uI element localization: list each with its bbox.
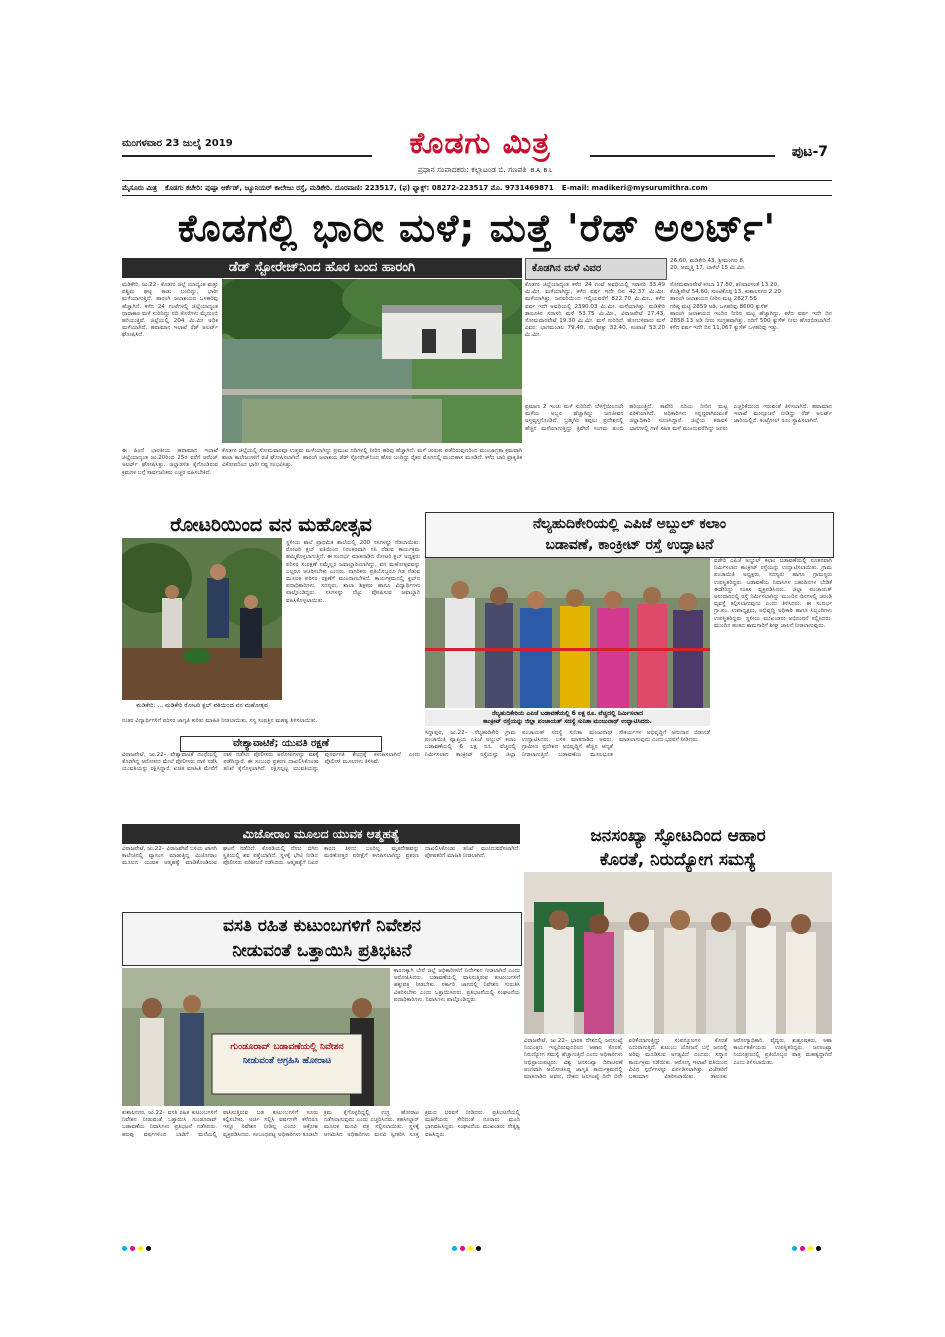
veshya-heading: ವೇಶ್ಯಾವಾಟಿಕೆ; ಯುವತಿ ರಕ್ಷಣೆ [232, 738, 330, 749]
rain-stat-line: ಕೊಡ್ಲಿಪೇಟೆ 54.60, ಸುಂಟಿಕೊಪ್ಪ 13, ಕುಶಾಲನಗರ 2.20 [670, 289, 782, 296]
harangi-column-3: ಕೊಡಗು ಜಿಲ್ಲೆಯಲ್ಲಿ ಸೋಮವಾರವೂ ಉತ್ತಮ ಮಳೆಯಾಗಿದ್ದು ಪ್ರಮುಖ ನದಿಗಳಲ್ಲಿ ನೀರಿನ ಹರಿವು ಹೆಚ್ಚಾಗಿದೆ. ಮಳೆ ಚುರುಕು ಪಡೆದಿರುವುದರಿಂದ ಮುಂಜಾಗ್ರತಾ ಕ್ರಮವಾಗಿ ಶಾಲಾ ಕಾಲೇಜುಗಳಿಗೆ ರಜೆ ಘೋಷಿಸಲಾಗಿದೆ. ಹಾರಂಗಿ ಜಲಾಶಯ ಡೆಡ್ ಸ್ಟೋರೇಜ್‌ನಿಂದ ಹೊರ ಬಂದಿದ್ದು ರೈತರ ಮೊಗದಲ್ಲಿ ಮಂದಹಾಸ ಮೂಡಿದೆ. ಕಳೆದ ಬಾರಿ ಪ್ರಾಕೃತಿಕ ವಿಕೋಪದಿಂದ ಭಾರೀ ನಷ್ಟ ಸಂಭವಿಸಿತ್ತು. [222, 448, 522, 469]
dot-magenta [800, 1246, 805, 1251]
rain-column-3: ಪ್ರಮಾಣ 2 ಇಂಚು ಮಳೆ ಸುರಿದಿದೆ. ಬೆಳಿಗ್ಗೆಯಿಂದಲೇ ಮಳೆಯ ಅಬ್ಬರ ಹೆಚ್ಚಾಗಿದ್ದು ಜನಜೀವನ ಅಸ್ತವ್ಯಸ್ತಗೊಂಡಿದೆ. ಬ್ರಹ್ಮಗಿರಿ ತಪ್ಪಲು ಪ್ರದೇಶದಲ್ಲಿ ಹೆಚ್ಚಿನ ಮಳೆಯಾಗುತ್ತಿದ್ದು ತ್ರಿವೇಣಿ ಸಂಗಮ ತುಂಬಿ ಹರಿಯುತ್ತಿದೆ. ಕಾವೇರಿ ನದಿಯ ನೀರಿನ ಮಟ್ಟ ಏರಿಕೆಯಾಗಿದೆ. ಅಧಿಕಾರಿಗಳು ಸನ್ನದ್ಧರಾಗಿರುವಂತೆ ಜಿಲ್ಲಾಧಿಕಾರಿ ಸೂಚಿಸಿದ್ದಾರೆ. ಜಿಲ್ಲೆಯ ಕರಾವಳಿ ಭಾಗಗಳಲ್ಲಿ ಗಾಳಿ ಸಹಿತ ಮಳೆ ಮುಂದುವರೆದಿದ್ದು ಜನರು ಎಚ್ಚರಿಕೆಯಿಂದ ಇರುವಂತೆ ತಿಳಿಸಲಾಗಿದೆ. ಹವಾಮಾನ ಇಲಾಖೆ ಮುನ್ಸೂಚನೆ ನೀಡಿದ್ದು ರೆಡ್ ಅಲರ್ಟ್ ಜಾರಿಯಲ್ಲಿದೆ. ಕಂಟ್ರೋಲ್ ರೂಂ ಸ್ಥಾಪಿಸಲಾಗಿದೆ. [525, 404, 832, 432]
vana-caption: ಮಡಿಕೇರಿ: ... ಮಡಿಕೇರಿ ರೋಟರಿ ಕ್ಲಬ್ ವತಿಯಿಂದ ವನ ಮಹೋತ್ಸವ [136, 702, 268, 709]
housing-banner-line-2: ನೀಡುವಂತೆ ಆಗ್ರಹಿಸಿ ಹೋರಾಟ [242, 1056, 332, 1066]
population-photo [524, 872, 832, 1034]
veshya-heading-box [180, 736, 382, 752]
masthead-title: ಕೊಡಗು ಮಿತ್ರ [409, 126, 551, 161]
vana-body-2: ನಂತರ ವಿದ್ಯಾರ್ಥಿಗಳಿಗೆ ಪರಿಸರ ಜಾಗೃತಿ ಕುರಿತು ಮಾಹಿತಿ ನೀಡಲಾಯಿತು. ಸಸ್ಯ ಸಂಪತ್ತಿನ ಮಹತ್ವ ತಿಳಿಸಲಾಯಿತು. [122, 718, 318, 724]
registration-marks-right [792, 1236, 824, 1255]
dot-yellow [808, 1246, 813, 1251]
dot-magenta [460, 1246, 465, 1251]
kalam-heading-line-2: ಬಡಾವಣೆ, ಕಾಂಕ್ರೀಟ್ ರಸ್ತೆ ಉದ್ಘಾಟನೆ [545, 537, 714, 553]
masthead-rule-right [590, 155, 775, 157]
rain-stat-line: ಗರಿಷ್ಠ ಮಟ್ಟ 2859 ಅಡಿ, ಒಳಹರಿವು 8600 ಕ್ಯುಸೆಕ್ [670, 303, 769, 310]
vana-heading: ರೋಟರಿಯಿಂದ ವನ ಮಹೋತ್ಸವ [170, 514, 372, 536]
population-body: ವಿರಾಜಪೇಟೆ, ಜು.22– ಭಾರತ ದೇಶದಲ್ಲಿ ಜನಸಂಖ್ಯೆ ನಿಯಂತ್ರಣ ಇಲ್ಲದಿರುವುದರಿಂದ ಆಹಾರ ಕೊರತೆ, ನಿರುದ್ಯೋಗ ಸಮಸ್ಯೆ ಹೆಚ್ಚಾಗುತ್ತಿದೆ ಎಂದು ಅಧಿಕಾರಿಗಳು ಅಭಿಪ್ರಾಯಪಟ್ಟರು. ವಿಶ್ವ ಜನಸಂಖ್ಯಾ ದಿನಾಚರಣೆ ಅಂಗವಾಗಿ ಆಯೋಜಿಸಿದ್ದ ಜಾಗೃತಿ ಕಾರ್ಯಕ್ರಮದಲ್ಲಿ ಮಾತನಾಡಿದ ಅವರು, ದೇಶದ ಜನಸಂಖ್ಯೆ ದಿನೇ ದಿನೇ ಏರಿಕೆಯಾಗುತ್ತಿದ್ದು ಸಂಪನ್ಮೂಲಗಳ ಕೊರತೆ ಎದುರಾಗುತ್ತಿದೆ. ಕುಟುಂಬ ಯೋಜನೆ ಬಗ್ಗೆ ಜನರಲ್ಲಿ ಅರಿವು ಮೂಡಿಸುವ ಅಗತ್ಯವಿದೆ ಎಂದರು. ಸನ್ಮಾನ ಕಾರ್ಯಕ್ರಮ ನಡೆಯಿತು. ಆರೋಗ್ಯ ಇಲಾಖೆ ವತಿಯಿಂದ ವಿವಿಧ ಸ್ಪರ್ಧೆಗಳನ್ನು ಏರ್ಪಡಿಸಲಾಗಿತ್ತು. ವಿಜೇತರಿಗೆ ಬಹುಮಾನ ವಿತರಿಸಲಾಯಿತು. ತಾಲೂಕು ಆರೋಗ್ಯಾಧಿಕಾರಿ, ವೈದ್ಯರು, ಶುಶ್ರೂಷಕರು, ಆಶಾ ಕಾರ್ಯಕರ್ತೆಯರು ಉಪಸ್ಥಿತರಿದ್ದರು. ಜನಸಂಖ್ಯಾ ನಿಯಂತ್ರಣದಲ್ಲಿ ಪ್ರತಿಯೊಬ್ಬರ ಪಾತ್ರ ಮಹತ್ವದ್ದಾಗಿದೆ ಎಂದು ತಿಳಿಸಲಾಯಿತು. [524, 1038, 832, 1081]
population-heading [524, 824, 832, 872]
strip-brand: ಮೈಸೂರು ಮಿತ್ರ [122, 184, 157, 192]
vana-photo [122, 538, 282, 700]
housing-banner-text [212, 1040, 362, 1092]
registration-marks-left [122, 1236, 154, 1255]
dot-cyan [122, 1246, 127, 1251]
kalam-body: ಸಿದ್ದಾಪುರ, ಜು.22– ನೆಲ್ಯಹುದಿಕೇರಿ ಗ್ರಾಮ ಪಂಚಾಯಿತಿ ವ್ಯಾಪ್ತಿಯ ಎಪಿಜೆ ಅಬ್ದುಲ್ ಕಲಾಂ ಬಡಾವಣೆಯಲ್ಲಿ 6 ಲಕ್ಷ ರೂ. ವೆಚ್ಚದಲ್ಲಿ ನಿರ್ಮಿಸಲಾದ ಕಾಂಕ್ರೀಟ್ ರಸ್ತೆಯನ್ನು ಜಿಲ್ಲಾ ಪಂಚಾಯತ್ ಸದಸ್ಯೆ ಸುನಿತಾ ಮಂಜುನಾಥ್ ಉದ್ಘಾಟಿಸಿದರು. ಬಳಿಕ ಮಾತನಾಡಿದ ಅವರು, ಗ್ರಾಮೀಣ ಪ್ರದೇಶದ ಅಭಿವೃದ್ಧಿಗೆ ಹೆಚ್ಚಿನ ಆದ್ಯತೆ ನೀಡಲಾಗುತ್ತಿದೆ. ಬಡಾವಣೆಯ ಮೂಲಭೂತ ಸೌಕರ್ಯಗಳ ಅಭಿವೃದ್ಧಿಗೆ ಅನುದಾನ ಬಿಡುಗಡೆ ಮಾಡಲಾಗುವುದು ಎಂದು ಭರವಸೆ ನೀಡಿದರು. [425, 730, 710, 758]
registration-marks-center [452, 1236, 484, 1255]
rain-column-1: ಕೊಡಗು ಜಿಲ್ಲೆಯಾದ್ಯಂತ ಕಳೆದ 24 ಗಂಟೆ ಅವಧಿಯಲ್ಲಿ ಸರಾಸರಿ 33.49 ಮಿ.ಮೀ. ಮಳೆಯಾಗಿದ್ದು, ಕಳೆದ ವರ್ಷ ಇದೇ ದಿನ 42.37 ಮಿ.ಮೀ. ಮಳೆಯಾಗಿತ್ತು. ಜನವರಿಯಿಂದ ಇಲ್ಲಿಯವರೆಗೆ 822.70 ಮಿ.ಮೀ., ಕಳೆದ ವರ್ಷ ಇದೇ ಅವಧಿಯಲ್ಲಿ 2390.03 ಮಿ.ಮೀ. ಮಳೆಯಾಗಿತ್ತು. ಮಡಿಕೇರಿ ತಾಲೂಕಿನ ಸರಾಸರಿ ಮಳೆ 53.75 ಮಿ.ಮೀ., ವಿರಾಜಪೇಟೆ 27.43, ಸೋಮವಾರಪೇಟೆ 19.30 ಮಿ.ಮೀ. ಮಳೆ ಸುರಿದಿದೆ. ಹೋಬಳಿವಾರು ಮಳೆ ವಿವರ: ಭಾಗಮಂಡಲ 79.40, ನಾಪೋಕ್ಲು 32.40, ಸಂಪಾಜೆ 53.20 ಮಿ.ಮೀ. [525, 282, 665, 339]
dot-black [146, 1246, 151, 1251]
editor-name: ಪ್ರಧಾನ ಸಂಪಾದಕರು: ಕಲ್ಲಾಟಂಡ ಬಿ. ಗಣಪತಿ [417, 165, 527, 174]
housing-body: ಕುಶಾಲನಗರ, ಜು.22– ವಸತಿ ರಹಿತ ಕುಟುಂಬಗಳಿಗೆ ನಿವೇಶನ ನೀಡುವಂತೆ ಒತ್ತಾಯಿಸಿ ಗುಂಡೂರಾವ್ ಬಡಾವಣೆಯ ನಿವಾಸಿಗಳು ಪ್ರತಿಭಟನೆ ನಡೆಸಿದರು. ಹಲವು ವರ್ಷಗಳಿಂದ ಬಾಡಿಗೆ ಮನೆಯಲ್ಲಿ ವಾಸಿಸುತ್ತಿರುವ ಬಡ ಕುಟುಂಬಗಳಿಗೆ ಸೂರು ಕಲ್ಪಿಸಬೇಕು. ಅರ್ಜಿ ಸಲ್ಲಿಸಿ ವರ್ಷಗಳೇ ಕಳೆದರೂ ಇನ್ನೂ ನಿವೇಶನ ನೀಡಿಲ್ಲ ಎಂದು ಆಕ್ರೋಶ ವ್ಯಕ್ತಪಡಿಸಿದರು. ಸಂಬಂಧಪಟ್ಟ ಅಧಿಕಾರಿಗಳು ಕೂಡಲೇ ಕ್ರಮ ಕೈಗೊಳ್ಳದಿದ್ದಲ್ಲಿ ಉಗ್ರ ಹೋರಾಟ ನಡೆಸಲಾಗುವುದು ಎಂದು ಎಚ್ಚರಿಸಿದರು. ತಹಸೀಲ್ದಾರ್ ಮೂಲಕ ಮನವಿ ಪತ್ರ ಸಲ್ಲಿಸಲಾಯಿತು. ಸ್ಥಳಕ್ಕೆ ಆಗಮಿಸಿದ ಅಧಿಕಾರಿಗಳು ಮನವಿ ಸ್ವೀಕರಿಸಿ ಸೂಕ್ತ ಕ್ರಮದ ಭರವಸೆ ನೀಡಿದರು. ಪ್ರತಿಭಟನೆಯಲ್ಲಿ ಮಹಿಳೆಯರು ಸೇರಿದಂತೆ ನೂರಾರು ಮಂದಿ ಭಾಗವಹಿಸಿದ್ದರು. ಸಂಘಟನೆಯ ಮುಖಂಡರು ನೇತೃತ್ವ ವಹಿಸಿದ್ದರು. [122, 1110, 520, 1138]
harangi-photo [222, 279, 522, 443]
kalam-photo [425, 558, 710, 708]
dot-magenta [130, 1246, 135, 1251]
kalam-caption-line-1: ನೆಲ್ಯಹುದಿಕೇರಿಯ ಎಪಿಜೆ ಬಡಾವಣೆಯಲ್ಲಿ 6 ಲಕ್ಷ ರೂ. ವೆಚ್ಚದಲ್ಲಿ ನಿರ್ಮಿಸಲಾದ [492, 710, 643, 717]
info-strip [122, 180, 832, 196]
editor-degree: B.A, B.L [530, 168, 553, 174]
mizoram-body: ವಿರಾಜಪೇಟೆ, ಜು.22– ವಿರಾಜಪೇಟೆ ಬಳಿಯ ಖಾಸಗಿ ಕಾಲೇಜಿನಲ್ಲಿ ವ್ಯಾಸಂಗ ಮಾಡುತ್ತಿದ್ದ ಮಿಜೋರಾಂ ಮೂಲದ ಯುವಕ ಆತ್ಮಹತ್ಯೆ ಮಾಡಿಕೊಂಡಿರುವ ಘಟನೆ ನಡೆದಿದೆ. ಕೊಠಡಿಯಲ್ಲಿ ನೇಣು ಬಿಗಿದ ಸ್ಥಿತಿಯಲ್ಲಿ ಶವ ಪತ್ತೆಯಾಗಿದೆ. ಸ್ಥಳಕ್ಕೆ ಭೇಟಿ ನೀಡಿದ ಪೊಲೀಸರು ಪರಿಶೀಲನೆ ನಡೆಸಿದರು. ಆತ್ಮಹತ್ಯೆಗೆ ನಿಖರ ಕಾರಣ ತಿಳಿದು ಬಂದಿಲ್ಲ. ಮೃತದೇಹವನ್ನು ಮರಣೋತ್ತರ ಪರೀಕ್ಷೆಗೆ ಕಳುಹಿಸಲಾಗಿದ್ದು ಪ್ರಕರಣ ದಾಖಲಿಸಿಕೊಂಡು ತನಿಖೆ ಮುಂದುವರೆಸಲಾಗಿದೆ. ಪೋಷಕರಿಗೆ ಮಾಹಿತಿ ನೀಡಲಾಗಿದೆ. [122, 846, 520, 867]
housing-heading-line-1: ವಸತಿ ರಹಿತ ಕುಟುಂಬಗಳಿಗೆ ನಿವೇಶನ [222, 916, 422, 936]
dot-yellow [138, 1246, 143, 1251]
rain-column-2: ಸೋಮವಾರಪೇಟೆ ಕಸಬಾ 17.80, ಶನಿವಾರಸಂತೆ 13.20, ಕೊಡ್ಲಿಪೇಟೆ 54.60, ಸುಂಟಿಕೊಪ್ಪ 13, ಕುಶಾಲನಗರ 2.20 ಹಾರಂಗಿ ಜಲಾಶಯದ ನೀರಿನ ಮಟ್ಟ 2827.56 ಗರಿಷ್ಠ ಮಟ್ಟ 2859 ಅಡಿ, ಒಳಹರಿವು 8600 ಕ್ಯುಸೆಕ್ ಹಾರಂಗಿ ಜಲಾಶಯದ ಇಂದಿನ ನೀರಿನ ಮಟ್ಟ ಹೆಚ್ಚಾಗಿದ್ದು, ಕಳೆದ ವರ್ಷ ಇದೇ ದಿನ 2858.13 ಅಡಿ ನೀರು ಸಂಗ್ರಹವಾಗಿತ್ತು. ನದಿಗೆ 500 ಕ್ಯುಸೆಕ್ ನೀರು ಹೊರಬಿಡಲಾಗಿದೆ. ಕಳೆದ ವರ್ಷ ಇದೇ ದಿನ 11,067 ಕ್ಯುಸೆಕ್ ಒಳಹರಿವು ಇತ್ತು. [670, 282, 832, 332]
harangi-column-1: ಮಡಿಕೇರಿ, ಜು.22– ಕೊಡಗು ಜಿಲ್ಲೆ ಯಾದ್ಯಂತ ಮತ್ತು ಪಶ್ಚಿಮ ಘಟ್ಟ ಕಾಡು ಬಂದಿದ್ದು, ಭಾರೀ ಮಳೆಯಾಗುತ್ತಿದೆ. ಹಾರಂಗಿ ಜಲಾಶಯದ ಒಳಹರಿವು ಹೆಚ್ಚಾಗಿದೆ. ಕಳೆದ 24 ಗಂಟೆಗಳಲ್ಲಿ ಜಿಲ್ಲೆಯಾದ್ಯಂತ ಧಾರಾಕಾರ ಮಳೆ ಸುರಿದಿದ್ದು ನದಿ ತೊರೆಗಳು ಮೈದುಂಬಿ ಹರಿಯುತ್ತಿವೆ. ಜಿಲ್ಲೆಯಲ್ಲಿ 204 ಮಿ.ಮೀ ಅಧಿಕ ಮಳೆಯಾಗಿದೆ. ಹವಾಮಾನ ಇಲಾಖೆ ರೆಡ್ ಅಲರ್ಟ್ ಘೋಷಿಸಿದೆ. [122, 282, 218, 339]
housing-heading [122, 912, 522, 966]
issue-date: ಮಂಗಳವಾರ 23 ಜುಲೈ 2019 [122, 138, 233, 149]
rain-stat-line: ಸೋಮವಾರಪೇಟೆ ಕಸಬಾ 17.80, ಶನಿವಾರಸಂತೆ 13.20, [670, 282, 779, 288]
kalam-heading-line-1: ನೆಲ್ಯಹುದಿಕೇರಿಯಲ್ಲಿ ಎಪಿಜೆ ಅಬ್ದುಲ್ ಕಲಾಂ [532, 516, 727, 532]
page-number: ಪುಟ-7 [791, 144, 828, 160]
population-heading-line-2: ಕೊರತೆ, ನಿರುದ್ಯೋಗ ಸಮಸ್ಯೆ [599, 850, 757, 870]
kalam-caption [425, 710, 710, 726]
main-headline: ಕೊಡಗಲ್ಲಿ ಭಾರೀ ಮಳೆ; ಮತ್ತೆ 'ರೆಡ್ ಅಲರ್ಟ್' [177, 206, 777, 250]
population-heading-line-1: ಜನಸಂಖ್ಯಾ ಸ್ಫೋಟದಿಂದ ಆಹಾರ [590, 826, 766, 846]
dot-black [816, 1246, 821, 1251]
rain-stat-line: 26.60, ಮಡಿಕೇರಿ 43, ಶ್ರೀಮಂಗಲ 8, [670, 258, 745, 264]
housing-banner-line-1: ಗುಂಡೂರಾವ್ ಬಡಾವಣೆಯಲ್ಲಿ ನಿವೇಶನ [230, 1042, 344, 1052]
housing-side-body: ಕಾರಣಕ್ಕಾಗಿ ಬೇರೆ ಜಿಲ್ಲೆ ಅಧಿಕಾರಿಗಳಿಗೆ ನಿರ್ದೇಶನ ನೀಡಲಾಗಿದೆ ಎಂದು ಆರೋಪಿಸಿದರು. ಬಡಾವಣೆಯಲ್ಲಿ ವಾಸಿಸುತ್ತಿರುವ ಕುಟುಂಬಗಳಿಗೆ ಹಕ್ಕುಪತ್ರ ನೀಡಬೇಕು. ಸರ್ಕಾರಿ ಜಾಗದಲ್ಲಿ ನಿವೇಶನ ಗುರುತಿಸಿ ವಿತರಿಸಬೇಕು ಎಂದು ಒತ್ತಾಯಿಸಿದರು. ಪ್ರತಿಭಟನೆಯಲ್ಲಿ ಸಂಘಟನೆಯ ಪದಾಧಿಕಾರಿಗಳು, ನಿವಾಸಿಗಳು ಪಾಲ್ಗೊಂಡಿದ್ದರು. [394, 968, 520, 1003]
rain-heading-box [525, 258, 667, 280]
masthead-rule-left [122, 155, 372, 157]
kalam-side-body: ವಡೇರಿ ಎಪಿಜೆ ಅಬ್ದುಲ್ ಕಲಾಂ ಬಡಾವಣೆಯಲ್ಲಿ ನೂತನವಾಗಿ ನಿರ್ಮಿಸಲಾದ ಕಾಂಕ್ರೀಟ್ ರಸ್ತೆಯನ್ನು ಉದ್ಘಾಟಿಸಲಾಯಿತು. ಗ್ರಾಮ ಪಂಚಾಯಿತಿ ಅಧ್ಯಕ್ಷರು, ಸದಸ್ಯರು ಹಾಗೂ ಗ್ರಾಮಸ್ಥರು ಉಪಸ್ಥಿತರಿದ್ದರು. ಬಡಾವಣೆಯ ನಿವಾಸಿಗಳ ಬಹುದಿನಗಳ ಬೇಡಿಕೆ ಈಡೇರಿದ್ದು ಸಂತಸ ವ್ಯಕ್ತಪಡಿಸಿದರು. ಜಿಲ್ಲಾ ಪಂಚಾಯತ್ ಅನುದಾನದಲ್ಲಿ ರಸ್ತೆ ನಿರ್ಮಿಸಲಾಗಿದ್ದು ಮುಂದಿನ ದಿನಗಳಲ್ಲಿ ಚರಂಡಿ ವ್ಯವಸ್ಥೆ ಕಲ್ಪಿಸಲಾಗುವುದು ಎಂದು ತಿಳಿಸಿದರು. ಈ ಸಂದರ್ಭ ಗ್ರಾ.ಪಂ. ಉಪಾಧ್ಯಕ್ಷರು, ಅಭಿವೃದ್ಧಿ ಅಧಿಕಾರಿ ಹಾಗೂ ಸಿಬ್ಬಂದಿಗಳು ಉಪಸ್ಥಿತರಿದ್ದರು. ಸ್ಥಳೀಯ ಮುಖಂಡರು ಅಭಿನಂದನೆ ಸಲ್ಲಿಸಿದರು. ಮುಂದಿನ ಹಂತದ ಕಾಮಗಾರಿಗೆ ಶೀಘ್ರ ಚಾಲನೆ ನೀಡಲಾಗುವುದು. [714, 558, 832, 629]
dot-black [476, 1246, 481, 1251]
vana-body-1: ಸ್ಥಳೀಯ ಶಾಲೆ ಪ್ರಾಥಮಿಕ ಶಾಲೆಯಲ್ಲಿ 200 ಸಸಿಗಳನ್ನು ನೆಡಲಾಯಿತು. ರೋಟರಿ ಕ್ಲಬ್ ವತಿಯಿಂದ ನಿರಂತರವಾಗಿ ಸಸಿ ನೆಡುವ ಕಾರ್ಯಕ್ರಮ ಹಮ್ಮಿಕೊಳ್ಳಲಾಗುತ್ತಿದೆ. ಈ ಸಂದರ್ಭ ಮಾತನಾಡಿದ ರೋಟರಿ ಕ್ಲಬ್ ಅಧ್ಯಕ್ಷರು ಪರಿಸರ ಸಂರಕ್ಷಣೆ ನಮ್ಮೆಲ್ಲರ ಜವಾಬ್ದಾರಿಯಾಗಿದ್ದು, ವನ ಮಹೋತ್ಸವವನ್ನು ಎಲ್ಲರೂ ಆಚರಿಸಬೇಕು ಎಂದರು. ನಾಗರಿಕರು ಪ್ರತಿಯೊಬ್ಬರೂ ಗಿಡ ನೆಡುವ ಮೂಲಕ ಪರಿಸರ ರಕ್ಷಣೆಗೆ ಮುಂದಾಗಬೇಕಿದೆ. ಕಾರ್ಯಕ್ರಮದಲ್ಲಿ ಕ್ಲಬ್‌ನ ಪದಾಧಿಕಾರಿಗಳು, ಸದಸ್ಯರು, ಶಾಲಾ ಶಿಕ್ಷಕರು ಹಾಗೂ ವಿದ್ಯಾರ್ಥಿಗಳು ಪಾಲ್ಗೊಂಡಿದ್ದರು. ಸಸಿಗಳನ್ನು ನೆಟ್ಟು ಪೋಷಿಸುವ ಜವಾಬ್ದಾರಿ ವಹಿಸಿಕೊಳ್ಳಲಾಯಿತು. [286, 540, 420, 604]
strip-address: ಕೊಡಗು ಕಚೇರಿ: ಪುಷ್ಪಾ ಆರ್ಕೆಡ್, ಜ್ಯೂನಿಯರ್ ಕಾಲೇಜು ರಸ್ತೆ, ಮಡಿಕೇರಿ. ದೂರವಾಣಿ: 223517, (ಫ) ಫ್ಯಾಕ್ಸ್: 08272-223517 ಮೊ. 9731469871 [165, 184, 554, 192]
harangi-column-2: ಈ ಹಿಂದೆ ಭಾರತೀಯ ಹವಾಮಾನ ಇಲಾಖೆ ಜಿಲ್ಲೆಯಾದ್ಯಂತ ಜು.20ರಿಂದ 25ರ ವರೆಗೆ ಆರೆಂಜ್ ಅಲರ್ಟ್ ಘೋಷಿಸಿತ್ತು. ಜಿಲ್ಲಾಡಳಿತ ಕೈಗೊಂಡಿರುವ ಕ್ರಮಗಳ ಬಗ್ಗೆ ಸಾರ್ವಜನಿಕರು ಎಚ್ಚರ ವಹಿಸಬೇಕಿದೆ. [122, 448, 218, 476]
rain-heading: ಕೊಡಗಿನ ಮಳೆ ವಿವರ [532, 263, 602, 274]
dot-cyan [792, 1246, 797, 1251]
strip-email: E-mail: madikeri@mysurumithra.com [561, 184, 708, 192]
rain-stat-line: ಹಾರಂಗಿ ಜಲಾಶಯದ ನೀರಿನ ಮಟ್ಟ 2827.56 [670, 296, 757, 303]
editor-line [385, 165, 585, 175]
dot-yellow [468, 1246, 473, 1251]
rain-stat-line: 20, ಅಮ್ಮತ್ತಿ 17, ಬಾಳೆಲೆ 15 ಮಿ.ಮೀ. [670, 265, 746, 272]
dot-cyan [452, 1246, 457, 1251]
kalam-caption-line-2: ಕಾಂಕ್ರೀಟ್ ರಸ್ತೆಯನ್ನು ಜಿಲ್ಲಾ ಪಂಚಾಯತ್ ಸದಸ್ಯೆ ಸುನಿತಾ ಮಂಜುನಾಥ್ ಉದ್ಘಾಟಿಸಿದರು. [483, 717, 652, 725]
kalam-heading [425, 512, 834, 558]
harangi-heading: ಡೆಡ್ ಸ್ಟೋರೇಜ್‌ನಿಂದ ಹೊರ ಬಂದ ಹಾರಂಗಿ [122, 258, 522, 278]
housing-heading-line-2: ನೀಡುವಂತೆ ಒತ್ತಾಯಿಸಿ ಪ್ರತಿಭಟನೆ [232, 941, 412, 961]
mizoram-heading: ಮಿಜೋರಾಂ ಮೂಲದ ಯುವಕ ಆತ್ಮಹತ್ಯೆ [122, 824, 520, 844]
veshya-body: ವಿರಾಜಪೇಟೆ, ಜು.22– ವೇಶ್ಯಾವಾಟಿಕೆ ದಂಧೆಯಲ್ಲಿ ತೊಡಗಿದ್ದ ಆರೋಪದ ಮೇಲೆ ಪೊಲೀಸರು ದಾಳಿ ನಡೆಸಿ ಯುವತಿಯನ್ನು ರಕ್ಷಿಸಿದ್ದಾರೆ. ಖಚಿತ ಮಾಹಿತಿ ಮೇರೆಗೆ ದಾಳಿ ನಡೆಸಿದ ಪೊಲೀಸರು ಆರೋಪಿಗಳನ್ನು ವಶಕ್ಕೆ ಪಡೆದಿದ್ದಾರೆ. ಈ ಸಂಬಂಧ ಪ್ರಕರಣ ದಾಖಲಿಸಿಕೊಂಡು ತನಿಖೆ ಕೈಗೊಳ್ಳಲಾಗಿದೆ. ರಕ್ಷಿಸಲ್ಪಟ್ಟ ಯುವತಿಯನ್ನು ಪುನರ್ವಸತಿ ಕೇಂದ್ರಕ್ಕೆ ಕಳುಹಿಸಲಾಗಿದೆ ಎಂದು ಪೊಲೀಸ್ ಮೂಲಗಳು ತಿಳಿಸಿವೆ. [122, 752, 420, 773]
rain-stats [670, 258, 832, 280]
